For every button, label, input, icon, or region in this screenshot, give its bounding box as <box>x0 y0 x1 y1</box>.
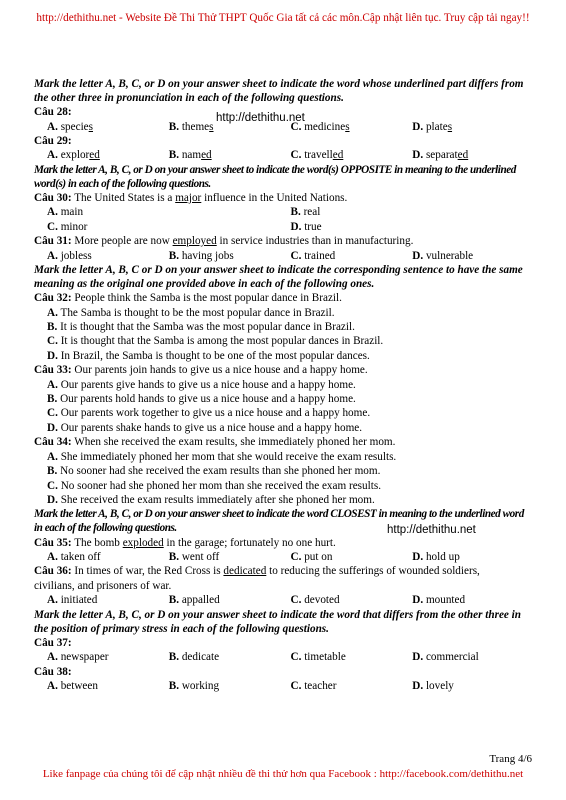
section-instruction: Mark the letter A, B, C, or D on your answer sheet to indicate the word(s) OPPOSITE in meaning to the underlined word(s) in each of the following questions. <box>34 163 516 190</box>
option-a[interactable]: A. newspaper <box>47 651 109 664</box>
option-a[interactable]: A. main <box>47 206 84 219</box>
question-stem-continued: civilians, and prisoners of war. <box>34 579 172 592</box>
option-a[interactable]: A. Our parents give hands to give us a nice house and a happy home. <box>47 378 356 391</box>
question-label: Câu 37: <box>34 636 72 649</box>
option-d[interactable]: D. She received the exam results immediately after she phoned her mom. <box>47 493 375 506</box>
option-c[interactable]: C. minor <box>47 220 88 233</box>
option-c[interactable]: C. put on <box>290 550 333 563</box>
options-row <box>34 650 534 664</box>
options-row <box>34 593 534 607</box>
option-a[interactable]: A. explored <box>47 149 100 162</box>
options-row <box>34 679 534 693</box>
options-row <box>34 220 534 234</box>
question-stem: Câu 34: When she received the exam results, she immediately phoned her mom. <box>34 436 396 449</box>
option-d[interactable]: D. lovely <box>412 679 454 692</box>
options-row <box>34 249 534 263</box>
option-a[interactable]: A. She immediately phoned her mom that she would receive the exam results. <box>47 450 397 463</box>
option-d[interactable]: D. commercial <box>412 651 479 664</box>
option-b[interactable]: B. dedicate <box>168 651 220 664</box>
watermark-link[interactable]: http://dethithu.net <box>216 112 305 124</box>
options-row <box>34 205 534 219</box>
question-label: Câu 29: <box>34 135 72 147</box>
option-c[interactable]: C. Our parents work together to give us a nice house and a happy home. <box>47 407 371 420</box>
question-stem: Câu 36: In times of war, the Red Cross is dedicated to reducing the sufferings of wounded soldiers, <box>34 565 480 578</box>
header-link[interactable]: http://dethithu.net - Website Đề Thi Thử THPT Quốc Gia tất cả các môn.Cập nhật liên tục. Truy cập tải ngay!! <box>36 12 530 24</box>
option-c[interactable]: C. medicines <box>290 120 350 133</box>
option-b[interactable]: B. Our parents hold hands to give us a nice house and a happy home. <box>47 393 356 406</box>
question-stem: Câu 33: Our parents join hands to give us a nice house and a happy home. <box>34 364 368 377</box>
option-a[interactable]: A. The Samba is thought to be the most popular dance in Brazil. <box>47 306 335 319</box>
option-a[interactable]: A. species <box>47 120 93 133</box>
question-stem: Câu 32: People think the Samba is the most popular dance in Brazil. <box>34 292 342 305</box>
question-stem: Câu 30: The United States is a major influence in the United Nations. <box>34 192 348 204</box>
option-c[interactable]: C. It is thought that the Samba is among the most popular dances in Brazil. <box>47 335 384 348</box>
option-d[interactable]: D. hold up <box>412 550 460 563</box>
option-b[interactable]: B. having jobs <box>168 249 234 262</box>
option-c[interactable]: C. timetable <box>290 651 346 664</box>
option-a[interactable]: A. taken off <box>47 550 101 563</box>
option-a[interactable]: A. between <box>47 679 98 692</box>
watermark-link-2[interactable]: http://dethithu.net <box>387 524 476 536</box>
question-label: Câu 28: <box>34 106 72 119</box>
section-instruction: Mark the letter A, B, C, or D on your answer sheet to indicate the word that differs from the other three in the position of primary stress in each of the following questions. <box>34 608 522 635</box>
option-b[interactable]: B. real <box>290 206 321 219</box>
section-instruction: Mark the letter A, B, C, or D on your answer sheet to indicate the word CLOSEST in meaning to the underlined word in each of the following questions. <box>34 508 524 535</box>
option-c[interactable]: C. trained <box>290 249 336 262</box>
section-instruction: Mark the letter A, B, C, or D on your answer sheet to indicate the word whose underlined part differs from the other three in pronunciation in each of the following questions. <box>34 78 524 105</box>
option-b[interactable]: B. It is thought that the Samba was the most popular dance in Brazil. <box>47 321 355 334</box>
question-stem: Câu 35: The bomb exploded in the garage; fortunately no one hurt. <box>34 536 336 549</box>
option-c[interactable]: C. teacher <box>290 679 337 692</box>
option-d[interactable]: D. separated <box>412 149 469 162</box>
option-c[interactable]: C. devoted <box>290 594 340 607</box>
option-b[interactable]: B. No sooner had she received the exam results than she phoned her mom. <box>47 465 381 478</box>
option-d[interactable]: D. true <box>290 220 322 233</box>
option-b[interactable]: B. working <box>168 679 220 692</box>
page-number: Trang 4/6 <box>489 753 532 765</box>
footer-link[interactable]: Like fanpage của chúng tôi để cập nhật nhiều đề thi thử hơn qua Facebook : http://facebook.com/dethithu.net <box>42 768 524 780</box>
option-a[interactable]: A. jobless <box>47 249 92 262</box>
section-instruction: Mark the letter A, B, C or D on your answer sheet to indicate the corresponding sentence to have the same meaning as the original one provided above in each of the following ones. <box>34 264 523 291</box>
option-c[interactable]: C. No sooner had she phoned her mom than she received the exam results. <box>47 479 381 492</box>
option-d[interactable]: D. Our parents shake hands to give us a nice house and a happy home. <box>47 421 363 434</box>
option-b[interactable]: B. appalled <box>168 594 220 607</box>
question-label: Câu 38: <box>34 665 72 678</box>
options-row <box>34 120 534 134</box>
question-stem: Câu 31: More people are now employed in service industries than in manufacturing. <box>34 235 414 248</box>
option-d[interactable]: D. In Brazil, the Samba is thought to be one of the most popular dances. <box>47 349 370 362</box>
option-b[interactable]: B. themes <box>168 120 214 133</box>
options-row <box>34 550 534 564</box>
option-b[interactable]: B. went off <box>168 550 220 563</box>
option-d[interactable]: D. vulnerable <box>412 249 474 262</box>
option-d[interactable]: D. mounted <box>412 594 466 607</box>
option-c[interactable]: C. travelled <box>290 149 344 162</box>
option-a[interactable]: A. initiated <box>47 594 98 607</box>
exam-content <box>34 77 534 693</box>
options-row <box>34 148 534 162</box>
option-b[interactable]: B. named <box>168 149 212 162</box>
option-d[interactable]: D. plates <box>412 120 453 133</box>
